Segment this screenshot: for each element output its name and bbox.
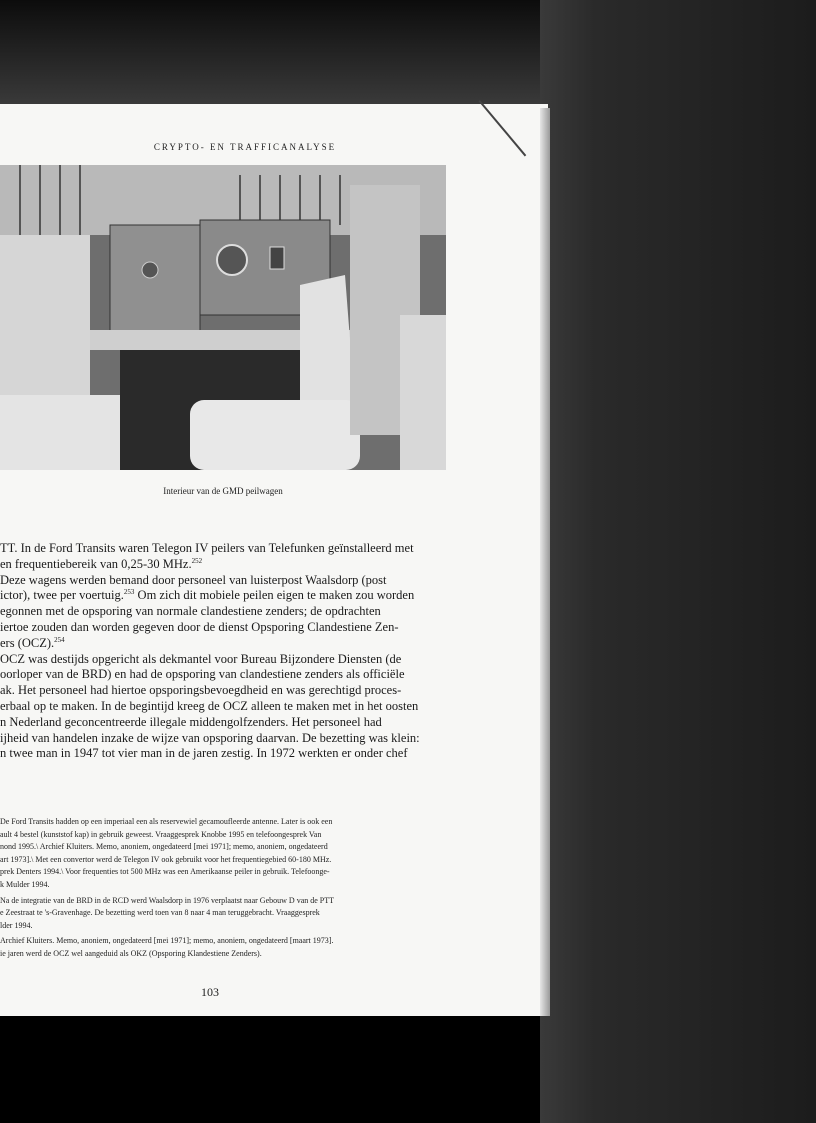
body-line: n Nederland geconcentreerde illegale middengolfzenders. Het personeel had [0,714,382,729]
peilwagen-interior-photo [0,165,446,470]
note-ref: 253 [123,588,135,597]
footnote-line: lder 1994. [0,920,33,930]
body-line: Deze wagens werden bemand door personeel van luisterpost Waalsdorp (post [0,572,387,587]
footnote-line: nond 1995.\ Archief Kluiters. Memo, anoniem, ongedateerd [mei 1971]; memo, anoniem, ongedateerd [0,842,328,852]
body-text [0,541,442,762]
page-number: 103 [201,985,219,999]
body-line-text: ictor), twee per voertuig. [0,588,124,603]
footnote-line: Na de integratie van de BRD in de RCD werd Waalsdorp in 1976 verplaatst naar Gebouw D van de PTT [0,895,335,905]
footnote-line: Archief Kluiters. Memo, anoniem, ongedateerd [mei 1971]; memo, anoniem, ongedateerd [maart 1973]. [0,936,334,946]
note-ref: 252 [191,556,203,565]
footnote-line: k Mulder 1994. [0,879,50,889]
body-line: OCZ was destijds opgericht als dekmantel voor Bureau Bijzondere Diensten (de [0,651,402,666]
body-line: TT. In de Ford Transits waren Telegon IV peilers van Telefunken geïnstalleerd met [0,541,414,555]
footnote-line: e Zeestraat te 's-Gravenhage. De bezetting werd toen van 8 naar 4 man teruggebracht. Vraaggesprek [0,908,320,918]
note-ref: 254 [54,635,65,644]
body-line: ak. Het personeel had hiertoe opsporingsbevoegdheid en was gerechtigd proces- [0,683,402,698]
body-line-text: ers (OCZ). [0,635,55,650]
body-line: erbaal op te maken. In de begintijd kreeg de OCZ alleen te maken met in het oosten [0,698,419,713]
page-edge [540,108,550,1016]
body-line: ijheid van handelen inzake de wijze van opsporing daarvan. De bezetting was klein: [0,730,420,745]
footnote-line: ault 4 bestel (kunststof kap) in gebruik geweest. Vraaggesprek Knobbe 1995 en telefoongesprek Van [0,829,322,839]
body-line [0,557,442,573]
footnote-line: art 1973].\ Met een convertor werd de Telegon IV ook gebruikt voor het frequentiegebied 60-180 MHz. [0,854,332,864]
body-line-text: en frequentiebereik van 0,25-30 MHz. [0,556,192,571]
footnotes [0,816,446,961]
photo-caption: Interieur van de GMD peilwagen [163,486,283,496]
footnote-line: ie jaren werd de OCZ wel aangeduid als OKZ (Opsporing Klandestiene Zenders). [0,948,262,958]
body-line: egonnen met de opsporing van normale clandestiene zenders; de opdrachten [0,604,381,619]
running-head: CRYPTO- EN TRAFFICANALYSE [153,142,337,152]
scan-right-background [540,0,816,1123]
body-line-text: Om zich dit mobiele peilen eigen te maken zou worden [134,588,415,603]
body-line [0,636,442,652]
footnote-line: De Ford Transits hadden op een imperiaal een als reservewiel gecamoufleerde antenne. Later is ook een [0,817,333,826]
body-line: iertoe zouden dan worden gegeven door de dienst Opsporing Clandestiene Zen- [0,619,399,634]
body-line [0,588,442,604]
footnote-line: prek Denters 1994.\ Voor frequenties tot 500 MHz was een Amerikaanse peiler in gebruik. Telefoonge- [0,867,330,877]
body-line: n twee man in 1947 tot vier man in de jaren zestig. In 1972 werkten er onder chef [0,746,408,761]
body-line: oorloper van de BRD) en had de opsporing van clandestiene zenders als officiële [0,667,405,682]
